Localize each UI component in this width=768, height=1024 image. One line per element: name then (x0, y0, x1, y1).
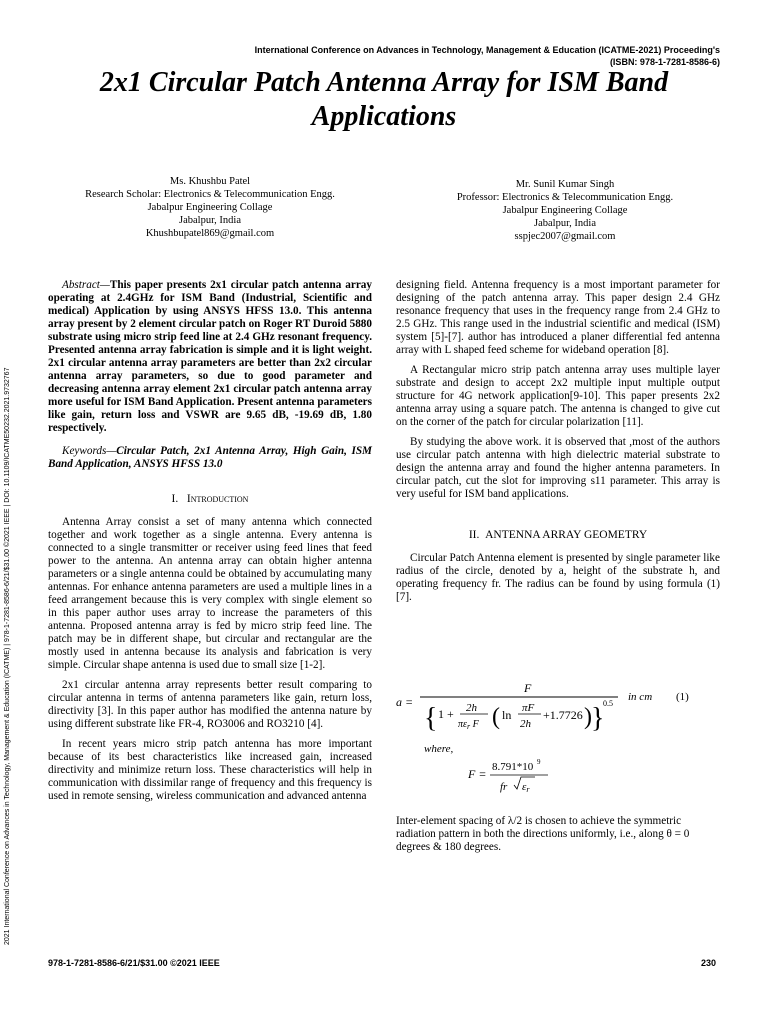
eq-unit: in cm (628, 691, 653, 703)
author-email: sspjec2007@gmail.com (514, 231, 616, 242)
author-role: Research Scholar: Electronics & Telecommunication Engg. (85, 189, 335, 200)
svg-text:εr: εr (522, 781, 530, 794)
page-number: 230 (700, 958, 716, 968)
paragraph: Antenna Array consist a set of many antenna which connected together and work together as a single antenna. Every antenna is connected to a single transmitter or receiver using feed lines that feed power to the antenna. An antenna array can obtain higher antenna parameters or a single antenna could be obtained by accumulating many antennas. For enhance antenna parameters are used a multiple lines in a feed arrangement because this is very complex with single element so in this paper author uses array to increase the parameters of this antenna. Proposed antenna array is fed by micro strip feed line. The patch may be in different shape, but circular and rectangular are the mostly used in antenna because its analysis and fabrication is very simple. Circular shape antenna is used due to small size [1-2]. (48, 516, 372, 671)
paragraph: Inter-element spacing of λ/2 is chosen to achieve the symmetric radiation pattern in both the directions uniformly, i.e., along θ = 0 degrees & 180 degrees. (396, 815, 690, 853)
eq-number: (1) (676, 691, 689, 703)
abstract-text: This paper presents 2x1 circular patch antenna array operating at 2.4GHz for ISM Band (Industrial, Scientific and medical) Application by using ANSYS HFSS 13.0. This antenna array present by 2 element circular patch on Roger RT Duroid 5880 substrate using micro strip feed line at 2.4 GHz resonant frequency. Presented antenna array fabrication is simple and it is light weight. 2x1 circular antenna array parameters are better than 2x2 circular antenna array parameters, so due to good parameter and decreasing antenna array element 2x1 circular patch antenna array more useful for ISM Band Application. Present antenna parameters like gain, return loss and VSWR are 9.65 dB, -19.69 dB, 1.80 respectively. (48, 279, 372, 434)
svg-text:πF: πF (522, 702, 535, 714)
keywords-label: Keywords— (62, 445, 117, 457)
eq-numerator: F (524, 681, 532, 695)
eq-brace-left: { (424, 703, 438, 734)
section-1-heading (48, 493, 372, 506)
author-place: Jabalpur, India (179, 215, 241, 226)
eq-paren-right: ) (584, 704, 592, 730)
title-line-2: Applications (311, 101, 457, 132)
paragraph: By studying the above work. it is observed that ,most of the authors use circular patch antenna with high dielectric material substrate to design the antenna array and found the higher antenna parameters. In circular patch, cut the slot for improving s11 parameter. This array is very useful for ISM band applications. (396, 436, 720, 500)
paragraph: Circular Patch Antenna element is presented by single parameter like radius of the circle, denoted by a, height of the substrate h, and operating frequency fr. The radius can be found by using formula (1) [7]. (396, 552, 720, 603)
keywords-text: Circular Patch, 2x1 Antenna Array, High Gain, ISM Band Application, ANSYS HFSS 13.0 (48, 445, 372, 470)
paper-title (40, 66, 728, 134)
equation-1 (396, 680, 726, 800)
author-1 (60, 175, 360, 240)
svg-text:πεr F: $\pi\varepsilon_r$ F (458, 719, 479, 731)
keywords (48, 445, 372, 471)
abstract-label: Abstract— (62, 279, 110, 291)
equation-svg (396, 680, 726, 800)
author-role: Professor: Electronics & Telecommunication Engg. (456, 192, 674, 203)
svg-text:ln: ln (502, 708, 512, 722)
conference-header (160, 44, 720, 68)
paragraph: 2x1 circular antenna array represents better result comparing to circular antenna in terms of antenna parameters like gain, return loss, directivity [3]. In this paper author has modified the antenna nature by using different substrate like FR-4, RO3006 and RO3210 [4]. (48, 679, 372, 730)
eq-F-lhs: F = (468, 767, 487, 781)
eq-paren-left: ( (492, 704, 500, 730)
paragraph: A Rectangular micro strip patch antenna array uses multiple layer substrate and design to accept 2x2 multiple input multiple output structure for 4G network application[9-10]. This paper presents 2x2 antenna array using a square patch. The antenna is changed to give cut on the corner of the patch for circular polarization [11]. (396, 364, 720, 428)
author-name: Mr. Sunil Kumar Singh (515, 179, 615, 190)
conference-line: International Conference on Advances in Technology, Management & Education (ICATME-2021) Proceeding's (254, 45, 720, 55)
isbn-line: (ISBN: 978-1-7281-8586-6) (609, 57, 720, 67)
author-org: Jabalpur Engineering Collage (147, 202, 273, 213)
eq-const: +1.7726 (543, 708, 583, 722)
author-email: Khushbupatel869@gmail.com (145, 228, 275, 239)
closing-text (396, 815, 720, 861)
section-title: ANTENNA ARRAY GEOMETRY (485, 529, 648, 541)
section-number: I. (171, 493, 179, 505)
eq-F-num: 8.791*10 (492, 761, 534, 773)
right-column (396, 279, 720, 611)
title-line-1: 2x1 Circular Patch Antenna Array for ISM Band (99, 67, 669, 98)
author-place: Jabalpur, India (534, 218, 596, 229)
footer-copyright: 978-1-7281-8586-6/21/$31.00 ©2021 IEEE (48, 958, 220, 968)
eq-F-den: fr (500, 781, 508, 793)
abstract (48, 279, 372, 435)
eq-exp: 0.5 (603, 699, 613, 708)
ieee-doi-sidebar: 2021 International Conference on Advances in Technology, Management & Education (ICATME) | 978-1-7281-8586-6/21/$31.00 ©2021 IEEE | DOI: 10.1109/ICATME50232.2021.9732767 (4, 367, 11, 945)
eq-brace-right: } (591, 703, 605, 734)
author-name: Ms. Khushbu Patel (169, 176, 251, 187)
svg-text:2h: 2h (520, 718, 531, 730)
author-org: Jabalpur Engineering Collage (502, 205, 628, 216)
svg-text:2h: 2h (466, 702, 477, 714)
eq-where: where, (424, 743, 454, 755)
eq-lhs: a = (396, 695, 414, 709)
section-title: Introduction (186, 493, 249, 505)
paragraph: In recent years micro strip patch antenna has more important because of its best characteristics like increased gain, increased directivity and minimize return loss. These characteristics will help in communication with dissimilar range of frequency and this frequency is used in remote sensing, wireless communication and advanced antenna (48, 738, 372, 802)
author-2 (415, 178, 715, 243)
eq-F-exp: 9 (537, 758, 541, 766)
section-2-heading (396, 529, 720, 542)
paragraph: designing field. Antenna frequency is a most important parameter for designing of the patch antenna array. This paper design 2.4 GHz resonance frequency that uses in the frequency range from 2.4 GHz to 2.5 GHz. This range used in the industrial scientific and medical (ISM) system [5]-[7]. author has introduced a planer differential fed antenna array with L shaped feed scheme for wideband operation [8]. (396, 279, 720, 356)
left-column (48, 279, 372, 810)
section-number: II. (468, 529, 480, 541)
svg-text:1 +: 1 + (438, 707, 454, 721)
